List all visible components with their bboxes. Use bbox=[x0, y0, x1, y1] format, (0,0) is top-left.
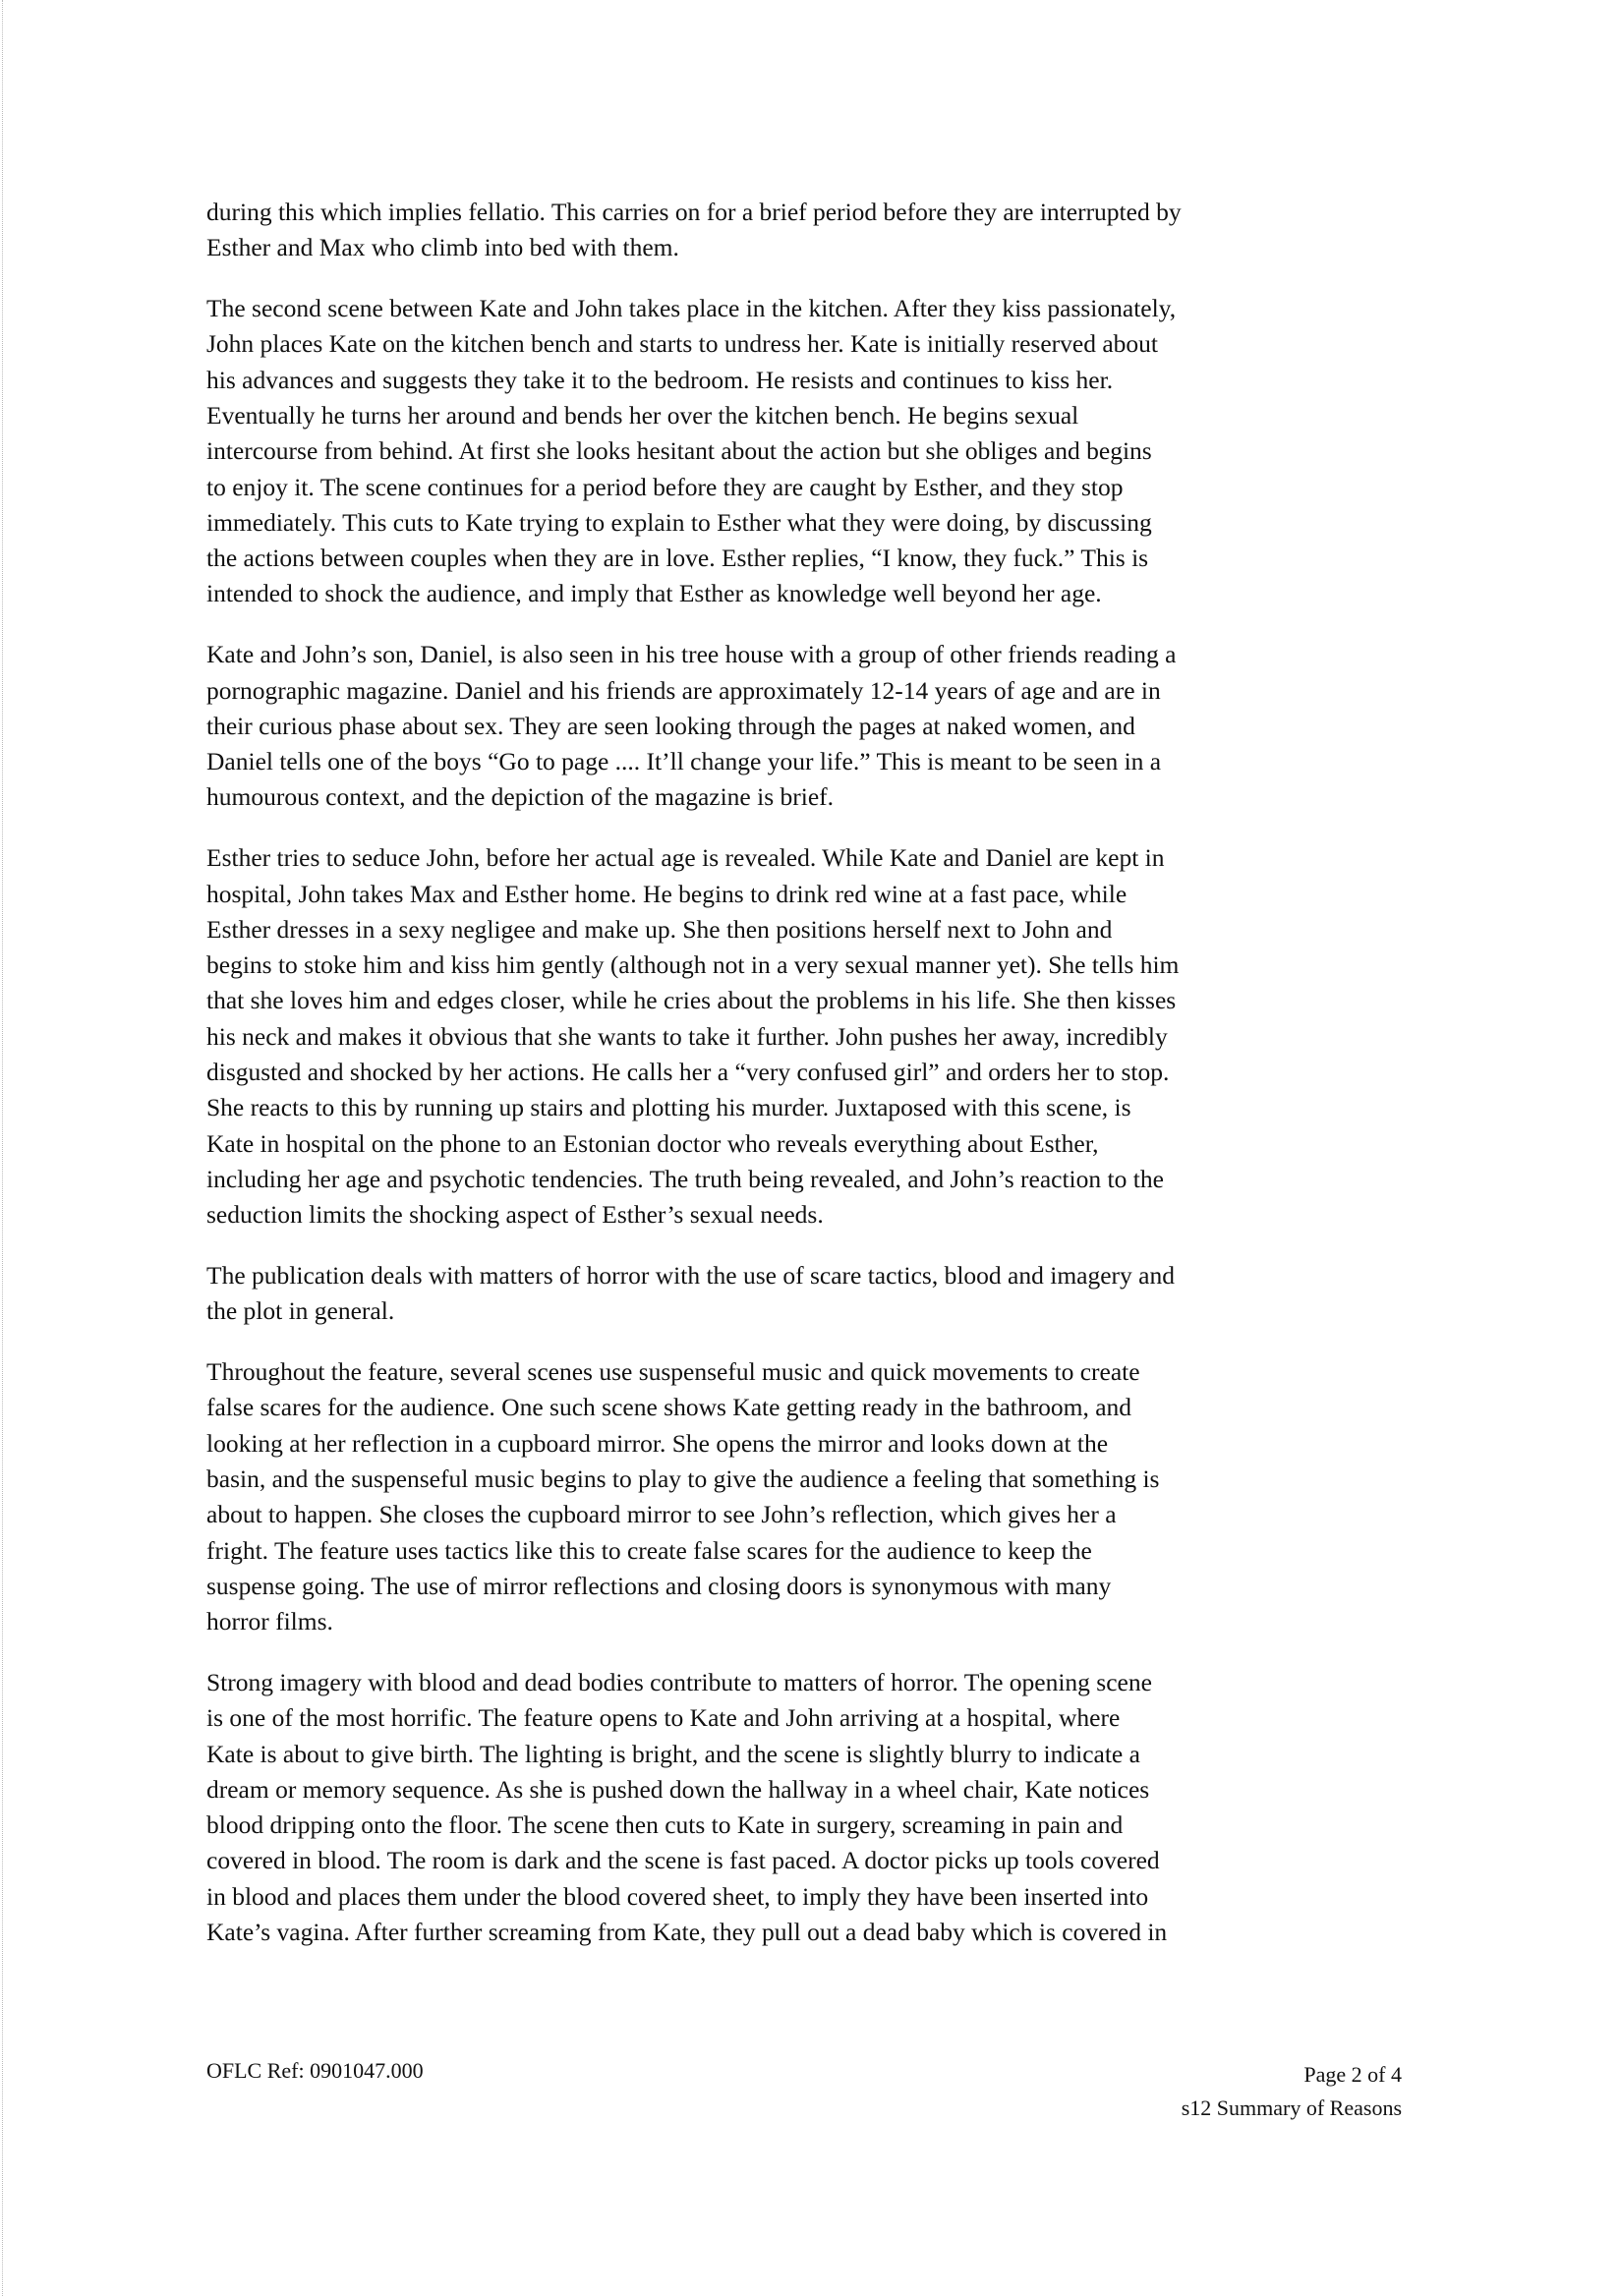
text-line: intercourse from behind. At first she looks hesitant about the action but she obliges and begins bbox=[206, 436, 1152, 466]
text-line: the plot in general. bbox=[206, 1296, 395, 1326]
text-line: Eventually he turns her around and bends her over the kitchen bench. He begins sexual bbox=[206, 400, 1079, 430]
text-line: Kate and John’s son, Daniel, is also seen in his tree house with a group of other friends reading a bbox=[206, 640, 1177, 669]
text-line: the actions between couples when they are in love. Esther replies, “I know, they fuck.” This is bbox=[206, 544, 1149, 573]
paragraph bbox=[206, 195, 1411, 266]
text-line: horror films. bbox=[206, 1607, 333, 1636]
text-line: basin, and the suspenseful music begins to play to give the audience a feeling that something is bbox=[206, 1464, 1160, 1493]
page-number: Page 2 of 4 bbox=[1303, 2062, 1402, 2087]
text-line: pornographic magazine. Daniel and his friends are approximately 12-14 years of age and are in bbox=[206, 675, 1161, 705]
text-line: humourous context, and the depiction of the magazine is brief. bbox=[206, 782, 835, 812]
text-line: fright. The feature uses tactics like this to create false scares for the audience to keep the bbox=[206, 1535, 1092, 1565]
text-line: She reacts to this by running up stairs and plotting his murder. Juxtaposed with this scene, is bbox=[206, 1093, 1131, 1122]
text-line: that she loves him and edges closer, while he cries about the problems in his life. She then kisses bbox=[206, 986, 1177, 1015]
text-line: about to happen. She closes the cupboard mirror to see John’s reflection, which gives her a bbox=[206, 1500, 1117, 1529]
text-line: in blood and places them under the blood covered sheet, to imply they have been inserted into bbox=[206, 1881, 1149, 1911]
text-line: during this which implies fellatio. This carries on for a brief period before they are interrupted by bbox=[206, 198, 1182, 226]
text-line: including her age and psychotic tendencies. The truth being revealed, and John’s reaction to the bbox=[206, 1164, 1164, 1193]
paragraph bbox=[206, 1258, 1411, 1330]
paragraph bbox=[206, 1665, 1411, 1950]
text-line: Esther and Max who climb into bed with them. bbox=[206, 233, 679, 262]
text-line: his neck and makes it obvious that she wants to take it further. John pushes her away, incredibly bbox=[206, 1021, 1168, 1051]
text-line: hospital, John takes Max and Esther home. He begins to drink red wine at a fast pace, while bbox=[206, 879, 1128, 908]
text-line: dream or memory sequence. As she is pushed down the hallway in a wheel chair, Kate notices bbox=[206, 1774, 1150, 1804]
paragraph bbox=[206, 637, 1411, 815]
text-line: seduction limits the shocking aspect of Esther’s sexual needs. bbox=[206, 1200, 824, 1230]
text-line: Throughout the feature, several scenes use suspenseful music and quick movements to create bbox=[206, 1357, 1140, 1387]
text-line: covered in blood. The room is dark and the scene is fast paced. A doctor picks up tools covered bbox=[206, 1846, 1160, 1875]
text-line: John places Kate on the kitchen bench and starts to undress her. Kate is initially reserved about bbox=[206, 329, 1159, 359]
text-line: Daniel tells one of the boys “Go to page .... It’ll change your life.” This is meant to be seen in a bbox=[206, 747, 1162, 776]
text-line: The second scene between Kate and John takes place in the kitchen. After they kiss passionately, bbox=[206, 294, 1177, 323]
text-line: Esther tries to seduce John, before her actual age is revealed. While Kate and Daniel are kept in bbox=[206, 843, 1165, 873]
text-line: begins to stoke him and kiss him gently (although not in a very sexual manner yet). She tells him bbox=[206, 950, 1180, 980]
text-line: their curious phase about sex. They are seen looking through the pages at naked women, and bbox=[206, 711, 1135, 740]
text-line: blood dripping onto the floor. The scene then cuts to Kate in surgery, screaming in pain and bbox=[206, 1810, 1124, 1840]
text-line: Kate in hospital on the phone to an Estonian doctor who reveals everything about Esther, bbox=[206, 1128, 1099, 1158]
footer-page-info bbox=[1182, 2058, 1402, 2125]
text-line: immediately. This cuts to Kate trying to explain to Esther what they were doing, by discussing bbox=[206, 507, 1152, 537]
text-line: suspense going. The use of mirror reflections and closing doors is synonymous with many bbox=[206, 1571, 1112, 1600]
text-line: is one of the most horrific. The feature opens to Kate and John arriving at a hospital, where bbox=[206, 1703, 1121, 1733]
text-line: false scares for the audience. One such scene shows Kate getting ready in the bathroom, and bbox=[206, 1393, 1132, 1422]
text-line: Kate is about to give birth. The lighting is bright, and the scene is slightly blurry to indicate a bbox=[206, 1739, 1140, 1768]
text-line: looking at her reflection in a cupboard mirror. She opens the mirror and looks down at the bbox=[206, 1428, 1109, 1458]
paragraph bbox=[206, 291, 1411, 612]
document-body bbox=[206, 195, 1411, 1976]
paragraph bbox=[206, 840, 1411, 1233]
text-line: Kate’s vagina. After further screaming from Kate, they pull out a dead baby which is covered in bbox=[206, 1918, 1168, 1947]
text-line: intended to shock the audience, and imply that Esther as knowledge well beyond her age. bbox=[206, 579, 1102, 608]
page-edge-scan-line bbox=[2, 0, 3, 2296]
text-line: to enjoy it. The scene continues for a period before they are caught by Esther, and they stop bbox=[206, 472, 1124, 501]
paragraph bbox=[206, 1354, 1411, 1639]
text-line: The publication deals with matters of horror with the use of scare tactics, blood and imagery and bbox=[206, 1261, 1175, 1291]
text-line: Esther dresses in a sexy negligee and make up. She then positions herself next to John and bbox=[206, 914, 1113, 944]
footer-reference: OFLC Ref: 0901047.000 bbox=[206, 2058, 424, 2083]
text-line: disgusted and shocked by her actions. He calls her a “very confused girl” and orders her to stop. bbox=[206, 1058, 1170, 1087]
text-line: his advances and suggests they take it to the bedroom. He resists and continues to kiss her. bbox=[206, 365, 1114, 394]
section-title: s12 Summary of Reasons bbox=[1181, 2095, 1402, 2120]
text-line: Strong imagery with blood and dead bodies contribute to matters of horror. The opening scene bbox=[206, 1667, 1152, 1696]
